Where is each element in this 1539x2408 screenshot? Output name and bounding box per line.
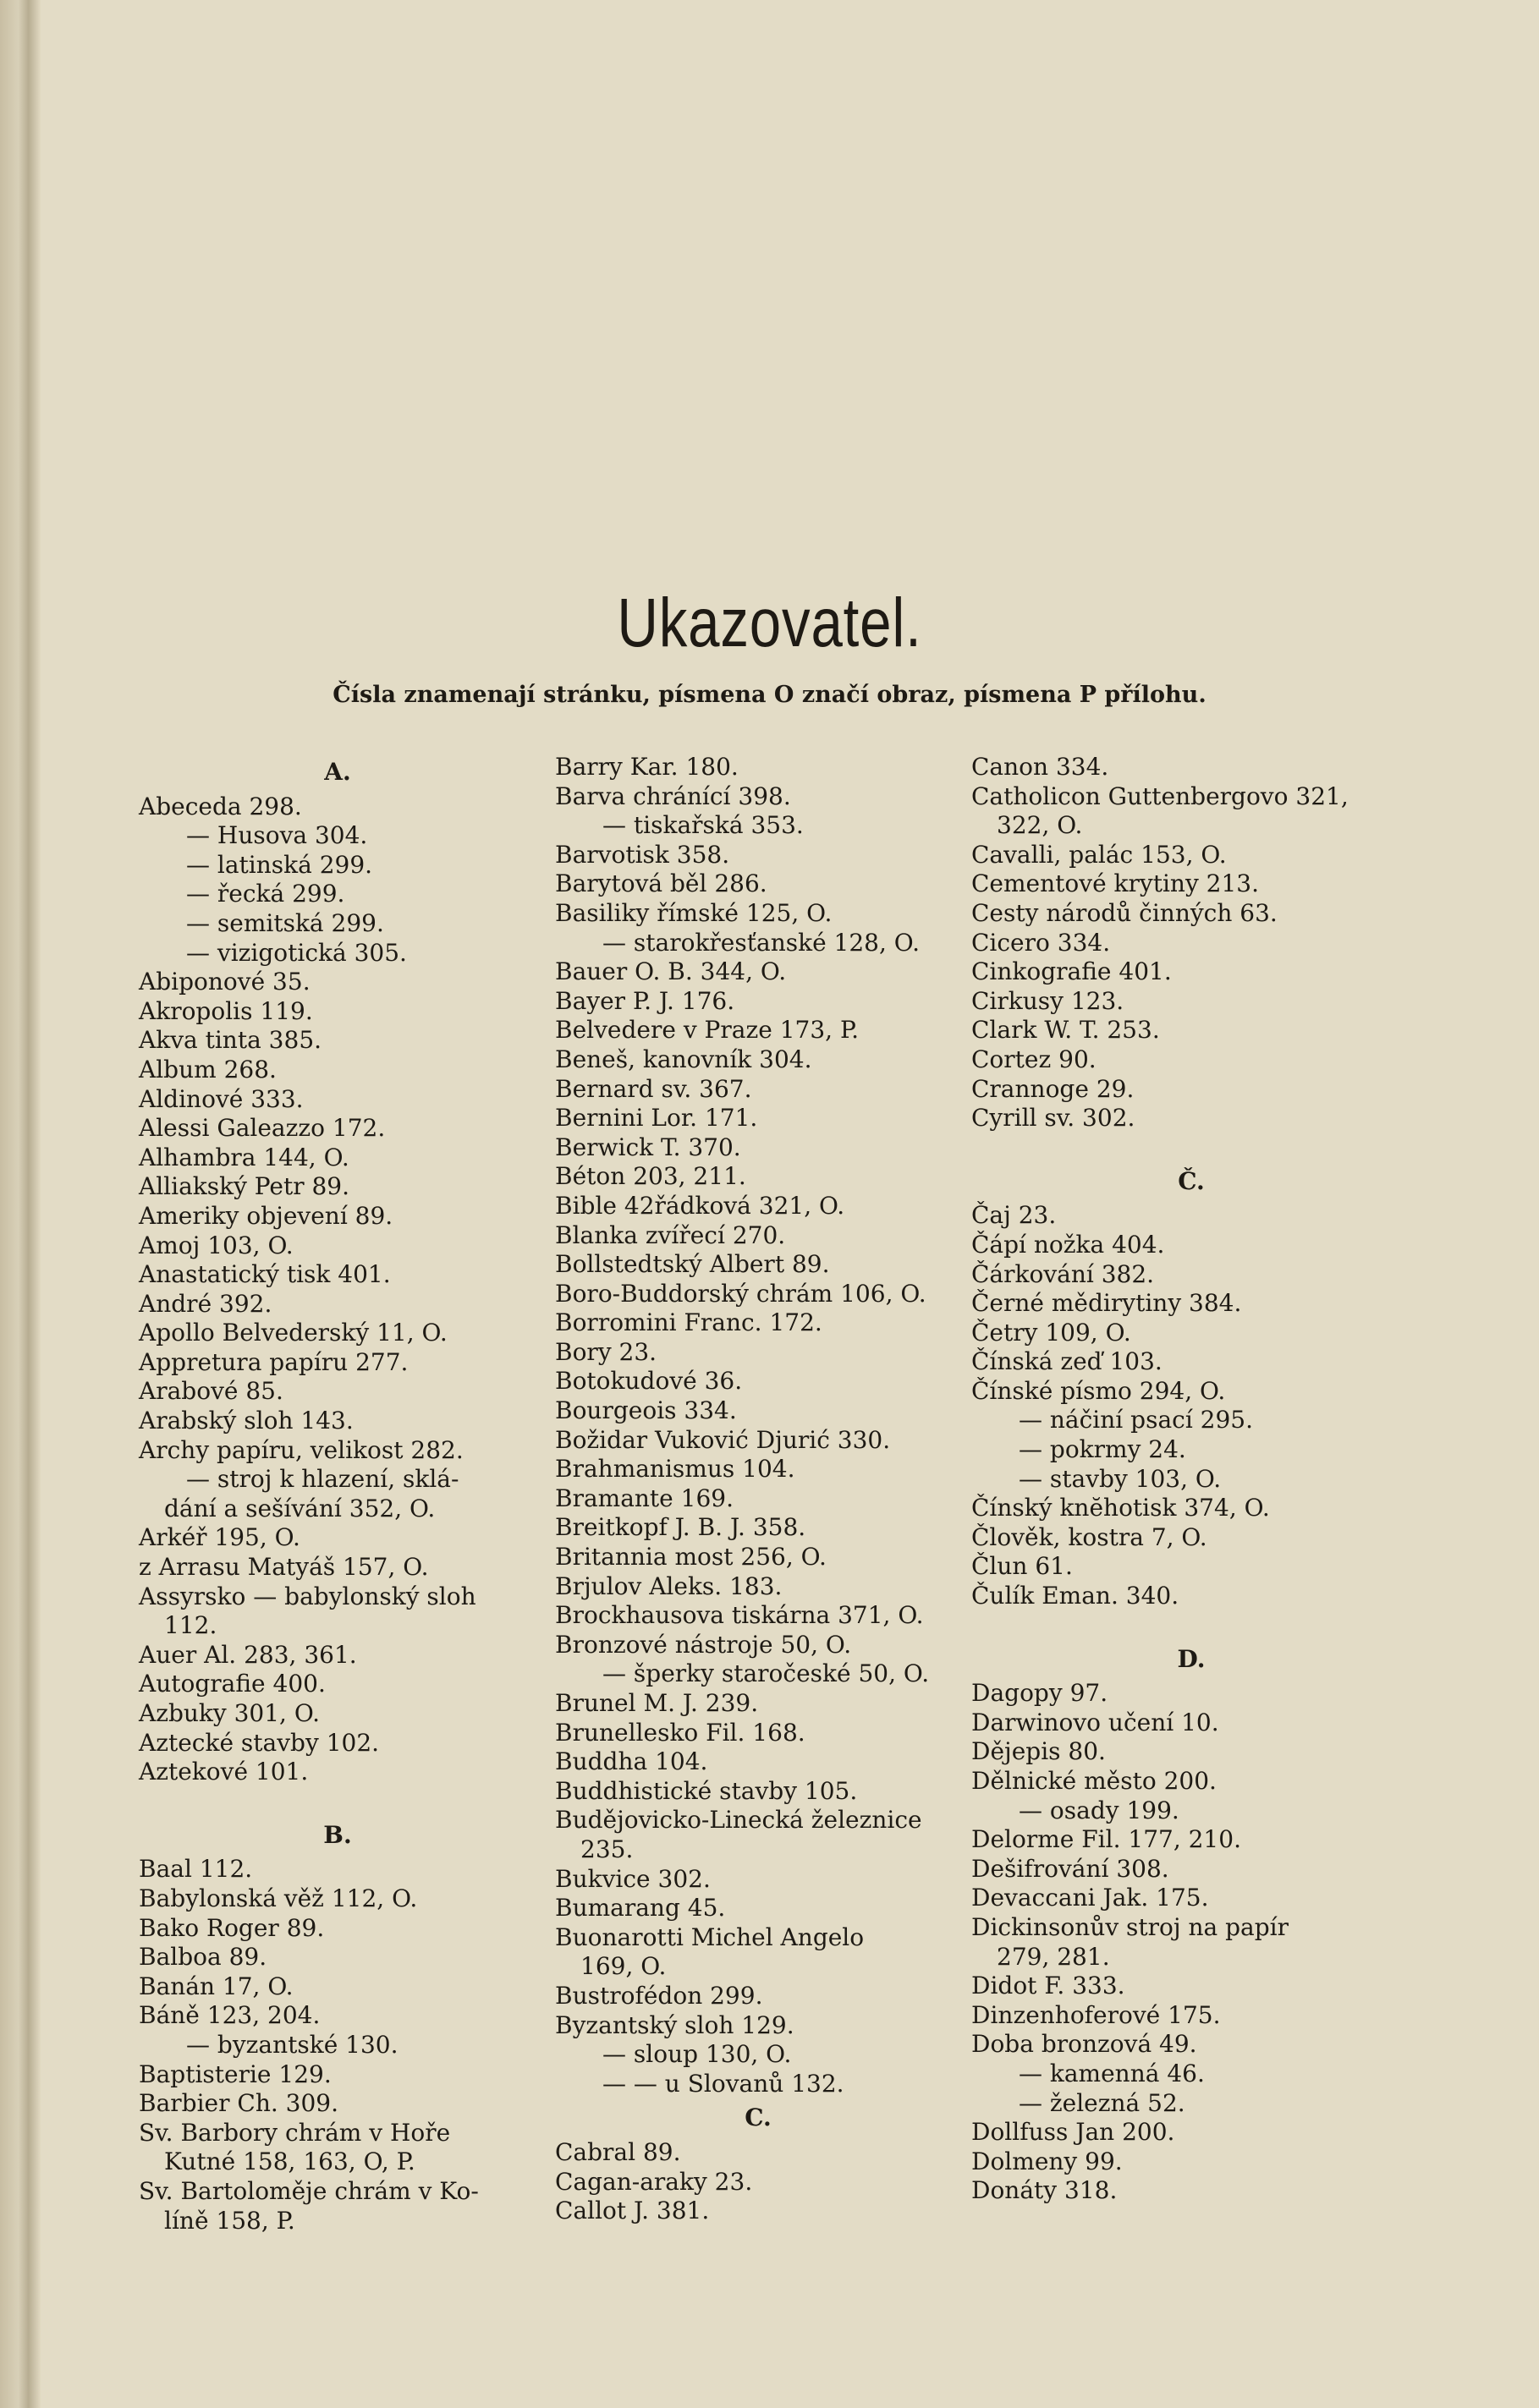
- book-gutter: [0, 0, 41, 2408]
- index-entry: Cabral 89.: [555, 2137, 681, 2166]
- index-entry: Bukvice 302.: [555, 1864, 711, 1893]
- index-entry: — kamenná 46.: [1019, 2059, 1205, 2087]
- index-entry: Apollo Belvederský 11, O.: [139, 1319, 448, 1347]
- index-entry: — pokrmy 24.: [1019, 1435, 1186, 1464]
- index-entry: Barytová běl 286.: [555, 869, 767, 898]
- index-entry: — starokřesťanské 128, O.: [602, 928, 920, 957]
- index-entry: Čárkování 382.: [971, 1259, 1155, 1288]
- index-entry: Dešifrování 308.: [971, 1854, 1169, 1883]
- index-entry: Baal 112.: [139, 1855, 253, 1884]
- index-entry: 112.: [164, 1611, 217, 1640]
- index-entry: Bory 23.: [555, 1337, 657, 1366]
- index-entry: — náčiní psací 295.: [1019, 1406, 1254, 1434]
- index-column-2: [555, 753, 961, 2226]
- index-entry: Barvotisk 358.: [555, 840, 730, 869]
- index-entry: Čínský knĕhotisk 374, O.: [971, 1494, 1270, 1522]
- index-entry: — stavby 103, O.: [1019, 1464, 1222, 1493]
- index-entry: Bako Roger 89.: [139, 1913, 325, 1942]
- page-title: Ukazovatel.: [617, 584, 922, 661]
- index-entry: Člun 61.: [971, 1552, 1073, 1581]
- index-entry: Anastatický tisk 401.: [139, 1260, 391, 1289]
- index-entry: 279, 281.: [997, 1942, 1110, 1971]
- index-entry: Božidar Vuković Djurić 330.: [555, 1425, 891, 1454]
- index-entry: Amoj 103, O.: [139, 1231, 294, 1259]
- index-entry: Baptisterie 129.: [139, 2060, 332, 2088]
- index-entry: Abiponové 35.: [139, 968, 311, 996]
- index-entry: Dělnické město 200.: [971, 1767, 1217, 1795]
- index-entry: Britannia most 256, O.: [555, 1543, 827, 1572]
- index-entry: Aldinové 333.: [139, 1084, 304, 1113]
- index-entry: Arabský sloh 143.: [139, 1407, 354, 1435]
- index-entry: Akva tinta 385.: [139, 1026, 322, 1055]
- index-entry: 322, O.: [997, 811, 1083, 840]
- index-entry: Doba bronzová 49.: [971, 2030, 1197, 2059]
- index-entry: Auer Al. 283, 361.: [139, 1640, 357, 1669]
- index-entry: Cementové krytiny 213.: [971, 869, 1260, 898]
- index-entry: Catholicon Guttenbergovo 321,: [971, 782, 1349, 810]
- index-entry: — tiskařská 353.: [602, 811, 804, 840]
- index-entry: Alessi Galeazzo 172.: [139, 1114, 386, 1143]
- index-entry: — osady 199.: [1019, 1796, 1179, 1824]
- section-letter-c-caron: Č.: [1178, 1166, 1205, 1195]
- index-entry: Azbuky 301, O.: [139, 1699, 321, 1727]
- section-letter-a: A.: [324, 758, 351, 786]
- index-entry: Sv. Bartoloměje chrám v Ko-: [139, 2176, 479, 2205]
- index-entry: — semitská 299.: [186, 908, 384, 937]
- index-entry: Barva chránící 398.: [555, 782, 791, 810]
- index-entry: Brockhausova tiskárna 371, O.: [555, 1601, 924, 1630]
- index-entry: — latinská 299.: [186, 850, 373, 879]
- index-entry: Dickinsonův stroj na papír: [971, 1912, 1289, 1941]
- index-entry: Čínská zeď 103.: [971, 1347, 1162, 1376]
- index-entry: Clark W. T. 253.: [971, 1016, 1160, 1045]
- index-entry: Berwick T. 370.: [555, 1133, 741, 1161]
- index-entry: Brunel M. J. 239.: [555, 1689, 759, 1717]
- index-entry: Balboa 89.: [139, 1943, 267, 1972]
- index-entry: Dějepis 80.: [971, 1737, 1106, 1766]
- index-entry: Buddhistické stavby 105.: [555, 1776, 858, 1805]
- index-entry: Aztecké stavby 102.: [139, 1728, 380, 1757]
- index-entry: Cyrill sv. 302.: [971, 1104, 1135, 1133]
- index-entry: — železná 52.: [1019, 2088, 1185, 2117]
- index-entry: Didot F. 333.: [971, 1972, 1125, 2000]
- index-entry: Babylonská věž 112, O.: [139, 1884, 418, 1912]
- index-entry: Brahmanismus 104.: [555, 1455, 795, 1484]
- index-entry: Album 268.: [139, 1055, 277, 1083]
- index-entry: Bramante 169.: [555, 1484, 734, 1512]
- index-entry: Beneš, kanovník 304.: [555, 1045, 812, 1073]
- index-entry: Bustrofédon 299.: [555, 1981, 763, 2010]
- index-entry: Cicero 334.: [971, 928, 1111, 957]
- index-entry: z Arrasu Matyáš 157, O.: [139, 1553, 429, 1582]
- index-entry: Akropolis 119.: [139, 996, 313, 1025]
- index-entry: — byzantské 130.: [186, 2030, 398, 2059]
- index-entry: Borromini Franc. 172.: [555, 1308, 822, 1337]
- index-entry: Assyrsko — babylonský sloh: [139, 1582, 476, 1610]
- index-entry: Čulík Eman. 340.: [971, 1582, 1179, 1610]
- index-entry: Cirkusy 123.: [971, 986, 1124, 1015]
- index-entry: Cortez 90.: [971, 1045, 1097, 1073]
- index-entry: Dolmeny 99.: [971, 2147, 1123, 2175]
- index-entry: Byzantský sloh 129.: [555, 2010, 794, 2039]
- index-entry: Cavalli, palác 153, O.: [971, 840, 1227, 869]
- index-entry: Čápí nožka 404.: [971, 1230, 1165, 1259]
- index-entry: Člověk, kostra 7, O.: [971, 1522, 1207, 1551]
- index-entry: Sv. Barbory chrám v Hoře: [139, 2118, 451, 2147]
- index-entry: Buonarotti Michel Angelo: [555, 1923, 865, 1951]
- index-entry: 235.: [580, 1835, 634, 1863]
- section-letter-c: C.: [745, 2104, 772, 2132]
- index-entry: — Husova 304.: [186, 821, 368, 850]
- index-entry: Basiliky římské 125, O.: [555, 898, 833, 927]
- index-entry: Bumarang 45.: [555, 1894, 726, 1923]
- index-entry: Bible 42řádková 321, O.: [555, 1191, 845, 1220]
- index-entry: Appretura papíru 277.: [139, 1347, 409, 1376]
- index-entry: Cagan-araky 23.: [555, 2167, 753, 2196]
- index-entry: Bauer O. B. 344, O.: [555, 957, 787, 986]
- index-entry: André 392.: [139, 1289, 272, 1318]
- index-entry: Ameriky objevení 89.: [139, 1201, 393, 1230]
- index-entry: Bernini Lor. 171.: [555, 1104, 758, 1133]
- section-letter-b: B.: [323, 1820, 352, 1849]
- subtitle: Čísla znamenají stránku, písmena O značí obraz, písmena P přílohu.: [333, 682, 1206, 708]
- index-entry: Autografie 400.: [139, 1670, 326, 1698]
- index-entry: Bollstedtský Albert 89.: [555, 1250, 830, 1279]
- index-entry: Alhambra 144, O.: [139, 1143, 349, 1171]
- index-entry: Abeceda 298.: [139, 792, 302, 820]
- index-entry: Breitkopf J. B. J. 358.: [555, 1513, 806, 1542]
- index-entry: 169, O.: [580, 1952, 667, 1981]
- index-entry: Četry 109, O.: [971, 1318, 1131, 1347]
- index-column-3: [971, 753, 1411, 2206]
- index-entry: Bernard sv. 367.: [555, 1074, 752, 1103]
- index-entry: Buddha 104.: [555, 1747, 708, 1776]
- index-entry: Blanka zvířecí 270.: [555, 1220, 786, 1249]
- index-entry: Donáty 318.: [971, 2176, 1118, 2205]
- index-entry: Devaccani Jak. 175.: [971, 1884, 1209, 1912]
- index-entry: Budějovicko-Linecká železnice: [555, 1806, 922, 1835]
- index-entry: Barbier Ch. 309.: [139, 2089, 338, 2118]
- index-entry: — — u Slovanů 132.: [602, 2069, 844, 2098]
- index-entry: Brjulov Aleks. 183.: [555, 1572, 783, 1600]
- index-column-1: [139, 753, 536, 2235]
- index-entry: Darwinovo učení 10.: [971, 1708, 1219, 1736]
- index-entry: — sloup 130, O.: [602, 2040, 792, 2069]
- index-entry: Kutné 158, 163, O, P.: [164, 2147, 415, 2176]
- index-entry: Dollfuss Jan 200.: [971, 2118, 1175, 2147]
- index-entry: Bayer P. J. 176.: [555, 986, 735, 1015]
- index-entry: — šperky staročeské 50, O.: [602, 1659, 930, 1688]
- index-entry: Bronzové nástroje 50, O.: [555, 1630, 852, 1659]
- index-entry: Dagopy 97.: [971, 1679, 1108, 1708]
- index-entry: Černé mědirytiny 384.: [971, 1289, 1242, 1318]
- index-entry: Čínské písmo 294, O.: [971, 1376, 1226, 1405]
- index-entry: Delorme Fil. 177, 210.: [971, 1825, 1241, 1854]
- index-entry: dání a sešívání 352, O.: [164, 1494, 436, 1522]
- index-entry: Archy papíru, velikost 282.: [139, 1435, 464, 1464]
- index-entry: — vizigotická 305.: [186, 938, 407, 967]
- index-entry: Arabové 85.: [139, 1377, 283, 1406]
- index-entry: Cinkografie 401.: [971, 957, 1172, 986]
- index-entry: Crannoge 29.: [971, 1074, 1135, 1103]
- index-entry: Béton 203, 211.: [555, 1162, 746, 1191]
- index-entry: Bourgeois 334.: [555, 1396, 737, 1425]
- index-entry: Belvedere v Praze 173, P.: [555, 1016, 860, 1045]
- index-entry: Barry Kar. 180.: [555, 753, 739, 781]
- index-entry: — řecká 299.: [186, 880, 345, 908]
- index-entry: Arkéř 195, O.: [139, 1523, 300, 1552]
- index-entry: — stroj k hlazení, sklá-: [186, 1465, 459, 1494]
- index-entry: Cesty národů činných 63.: [971, 898, 1278, 927]
- index-entry: Botokudové 36.: [555, 1367, 743, 1396]
- index-entry: Boro-Buddorský chrám 106, O.: [555, 1279, 926, 1308]
- index-entry: Canon 334.: [971, 753, 1109, 781]
- index-entry: Alliakský Petr 89.: [139, 1172, 350, 1201]
- index-entry: Báně 123, 204.: [139, 2001, 321, 2030]
- index-entry: Čaj 23.: [971, 1201, 1057, 1230]
- index-entry: Callot J. 381.: [555, 2197, 710, 2225]
- index-entry: Brunellesko Fil. 168.: [555, 1718, 805, 1747]
- index-entry: Banán 17, O.: [139, 1972, 294, 2000]
- index-entry: Aztekové 101.: [139, 1758, 309, 1786]
- section-letter-d: D.: [1177, 1644, 1206, 1673]
- index-entry: líně 158, P.: [164, 2206, 295, 2235]
- index-entry: Dinzenhoferové 175.: [971, 2000, 1221, 2029]
